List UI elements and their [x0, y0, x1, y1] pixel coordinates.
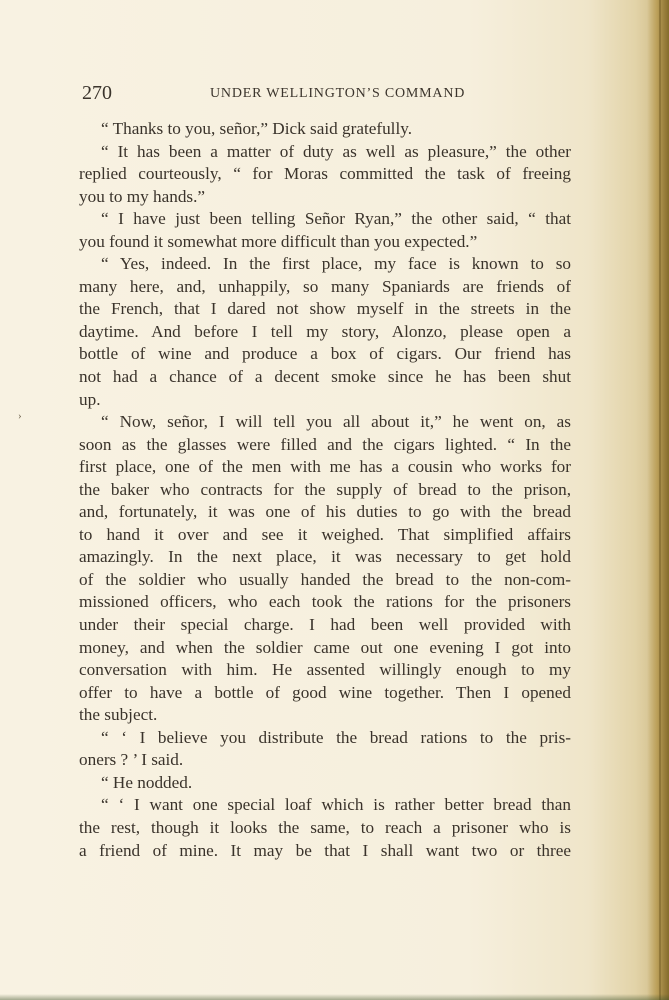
- text-line: “ ‘ I believe you distribute the bread rations to the pris-: [101, 727, 571, 747]
- text-line: of the soldier who usually handed the bread to the non-com-: [79, 569, 571, 589]
- page-gutter-shadow: [647, 0, 669, 1000]
- text-line: the baker who contracts for the supply of bread to the prison,: [79, 479, 571, 499]
- text-line: “ Thanks to you, señor,” Dick said gratefully.: [101, 119, 412, 138]
- text-line: first place, one of the men with me has a cousin who works for: [79, 457, 571, 477]
- text-line: daytime. And before I tell my story, Alonzo, please open a: [79, 321, 571, 341]
- text-line: oners ? ’ I said.: [79, 750, 184, 770]
- text-line: bottle of wine and produce a box of cigars. Our friend has: [79, 344, 571, 364]
- text-line: replied courteously, “ for Moras committed the task of freeing: [79, 164, 571, 184]
- text-line: under their special charge. I had been well provided with: [79, 615, 571, 635]
- text-line: “ It has been a matter of duty as well as pleasure,” the other: [101, 141, 571, 161]
- text-line: the rest, though it looks the same, to reach a prisoner who is: [79, 817, 571, 837]
- text-line: money, and when the soldier came out one evening I got into: [79, 637, 571, 657]
- text-line: many here, and, unhappily, so many Spaniards are friends of: [79, 276, 571, 296]
- text-line: soon as the glasses were filled and the cigars lighted. “ In the: [79, 434, 571, 454]
- text-line: you to my hands.”: [79, 186, 206, 206]
- text-line: “ Now, señor, I will tell you all about it,” he went on, as: [101, 412, 571, 432]
- text-line: to hand it over and see it weighed. That simplified affairs: [79, 524, 571, 544]
- body-text: [79, 118, 571, 862]
- text-line: up.: [79, 389, 101, 409]
- text-line: “ I have just been telling Señor Ryan,” the other said, “ that: [101, 209, 571, 229]
- text-line: and, fortunately, it was one of his duties to go with the bread: [79, 502, 571, 522]
- margin-tick-mark: ›: [18, 410, 22, 422]
- text-line: the subject.: [79, 705, 158, 725]
- text-line: a friend of mine. It may be that I shall want two or three: [79, 840, 571, 860]
- text-line: missioned officers, who each took the rations for the prisoners: [79, 592, 571, 612]
- text-line: you found it somewhat more difficult than you expected.”: [79, 231, 478, 251]
- text-line: “ Yes, indeed. In the first place, my face is known to so: [101, 254, 571, 274]
- text-line: “ ‘ I want one special loaf which is rather better bread than: [101, 795, 571, 815]
- text-line: “ He nodded.: [101, 772, 193, 792]
- page-number: 270: [82, 82, 112, 104]
- text-line: the French, that I dared not show myself in the streets in the: [79, 299, 571, 319]
- page-gutter-line: [659, 0, 661, 1000]
- text-line: not had a chance of a decent smoke since he has been shut: [79, 367, 571, 387]
- text-line: offer to have a bottle of good wine together. Then I opened: [79, 682, 571, 702]
- page-bottom-edge: [0, 994, 669, 1000]
- text-line: conversation with him. He assented willingly enough to my: [79, 660, 571, 680]
- running-head: UNDER WELLINGTON’S COMMAND: [210, 86, 466, 101]
- text-line: amazingly. In the next place, it was necessary to get hold: [79, 547, 571, 567]
- page-header: [82, 82, 572, 106]
